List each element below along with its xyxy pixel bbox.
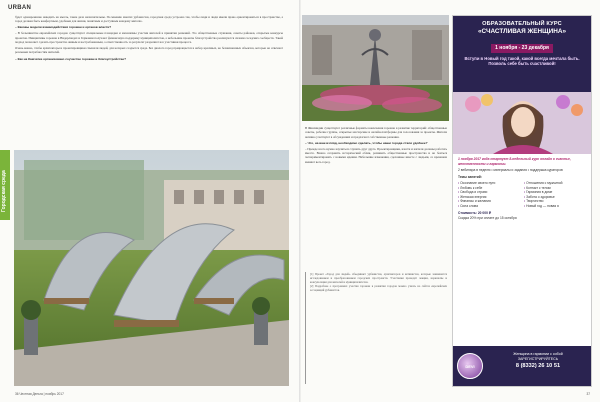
- page-gutter: [299, 0, 301, 402]
- ad-topic: • Отношения с мужчиной: [524, 181, 586, 186]
- ad-intro: 1 ноября 2017 года стартует 8-недельный курс онлайн о счастье, женственности и гармонии.: [458, 157, 571, 166]
- advertisement: [452, 15, 592, 387]
- ad-topic: • Контакт с телом: [524, 186, 586, 191]
- side-tab-label: Городская среда: [1, 170, 7, 212]
- ad-photo-woman: [453, 92, 591, 154]
- ad-topic: • Осознание своего пути: [458, 181, 520, 186]
- city-sculpture-illustration: [302, 15, 449, 121]
- section-label: URBAN: [8, 5, 32, 11]
- photo-park-benches: [14, 150, 289, 386]
- interview-question: – Что, на ваш взгляд, необходимо сделать, чтобы наши города стали удобнее?: [305, 140, 428, 145]
- ad-topics-list: [458, 181, 586, 208]
- side-tab: [0, 150, 10, 220]
- ad-tagline: Вступи в Новый год такой, какой всегда мечтала быть. Позволь себе быть счастливой!: [464, 56, 580, 67]
- footnote: [1] Проект «Город для людей» объединяет урбанистов, архитекторов и активистов, которые занимаются исследованием и преобразованием городских пространств. Участники проводят лекции, воркшопы и консультации для жителей и муниципалитетов.: [310, 272, 447, 284]
- devi-logo: DEVI: [457, 353, 483, 379]
- interview-question: – Как на Камчатке организовано соучастие горожан в благоустройстве?: [15, 56, 127, 61]
- ad-title-line2: «СЧАСТЛИВАЯ ЖЕНЩИНА»: [477, 28, 567, 35]
- interview-question: – Каковы модели взаимодействия горожан и органов власти?: [15, 25, 112, 30]
- woman-portrait-illustration: [453, 92, 591, 154]
- ad-foot-line1: Женщина в гармонии с собой: [513, 352, 563, 356]
- paragraph: будет одновременно наводить на мысль, такие дела незначительны. По мнению многих урбанистов, городская среда устроена так, чтобы люди и люди имели право ориентироваться в пространстве, а город должен быть комфортным, удобным для жизни, понятным и доступным каждому жителю.: [15, 15, 283, 24]
- ad-dates: 1 ноября - 23 декабря: [491, 44, 553, 53]
- ad-price: Стоимость: 20 000 ₽: [458, 211, 491, 215]
- ad-topic: • Женская энергия: [458, 195, 520, 200]
- article-column-left: [15, 15, 283, 143]
- ad-footer: [453, 346, 592, 386]
- paragraph: – В большинстве европейских городов существуют специальные площадки и механизмы участия жителей в принятии решений. Это общественные слушания, советы районов, открытые конкурсы проектов. Инициативы горожан в Нидерландах и Германии получают финансовую поддержку муниципалитетов, а небольшие проекты благоустройства реализуются силами соседских сообществ. Такой подход позволяет сделать пространство живым и востребованным, а ответственность за результат разделяют все участники процесса.: [15, 31, 283, 45]
- ad-topic: • Забота о здоровье: [524, 195, 586, 200]
- ad-topics-title: Темы занятий:: [458, 174, 482, 179]
- ad-topic: • Новый год — новая я: [524, 204, 586, 209]
- footnotes: [305, 272, 447, 384]
- ad-topic: • Гармония в доме: [524, 190, 586, 195]
- ad-topic: • Творчество: [524, 199, 586, 204]
- ad-title-line1: ОБРАЗОВАТЕЛЬНЫЙ КУРС: [482, 21, 562, 27]
- footer-left: 36 Честная Деньга | ноябрь 2017: [15, 392, 64, 396]
- paragraph: В Финляндии существуют различные форматы вовлечения горожан в развитие территорий: общественные советы, рабочие группы, открытые мастерские и онлайн-платформы для голосования за проекты. Жители активно участвуют в обсуждениях и предлагают собственные решения.: [305, 126, 447, 139]
- ad-format: 2 вебинара в неделю • материалы и задания • поддержка кураторов: [458, 168, 563, 172]
- ad-price-note: Скидка 20% при оплате до 15 октября: [458, 215, 517, 220]
- ad-header: [453, 16, 591, 92]
- ad-body: [453, 154, 591, 223]
- ad-topic: • Финансы и желания: [458, 199, 520, 204]
- paragraph: – Прежде всего нужно научиться слушать друг друга. Проектировщики, власти и жители должны работать вместе. Важно сохранять исторический облик, развивать общественные пространства и не бояться экспериментировать с новыми идеями. Небольшие изменения, сделанные вместе с людьми, со временем меняют весь город.: [305, 146, 447, 164]
- article-column-right: [305, 126, 447, 254]
- ad-foot-line2: ЗАРЕГИСТРИРУЙТЕСЬ: [517, 357, 559, 361]
- footnote: [2] Подробнее о программах участия горожан в развитии городов можно узнать на сайтах европейских ассоциаций урбанистов.: [310, 284, 447, 292]
- footer-right: 37: [586, 392, 590, 396]
- photo-city-sculpture: [302, 15, 449, 121]
- park-benches-illustration: [14, 150, 289, 386]
- ad-topic: • Любовь к себе: [458, 186, 520, 191]
- ad-topic: • Свобода и страхи: [458, 190, 520, 195]
- ad-contact: [487, 352, 589, 370]
- paragraph: Очень важно, чтобы архитекторы и проектировщики слышали людей, для которых создается среда. Без диалога город превращается в набор красивых, но безжизненных объектов, которые не отвечают реальным потребностям жителей.: [15, 46, 283, 55]
- ad-topic: • Сила слова: [458, 204, 520, 209]
- ad-phone: 8 (8332) 26 10 51: [515, 363, 561, 369]
